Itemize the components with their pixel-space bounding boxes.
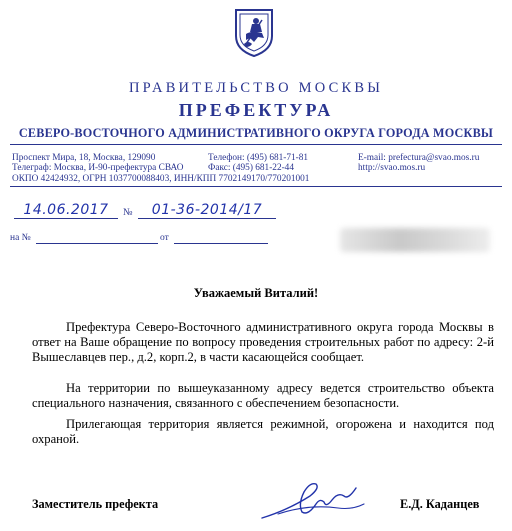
greeting: Уважаемый Виталий! bbox=[193, 286, 319, 300]
prefecture-title: ПРЕФЕКТУРА bbox=[178, 100, 334, 120]
reference-number-label: на № bbox=[10, 233, 31, 243]
signer-name: Е.Д. Каданцев bbox=[400, 497, 480, 511]
fax-text: Факс: (495) 681-22-44 bbox=[208, 163, 294, 173]
telegraph-text: Телеграф: Москва, И-90-префектура СВАО bbox=[12, 163, 184, 173]
reference-date-label: от bbox=[160, 233, 169, 243]
header-divider bbox=[10, 144, 502, 145]
body-paragraph: На территории по вышеуказанному адресу ведется строительство объекта специального назначения, связанного с обеспечением безопасности. bbox=[32, 381, 494, 410]
email-text: E-mail: prefectura@svao.mos.ru bbox=[358, 153, 480, 163]
redacted-recipient bbox=[340, 228, 490, 252]
signer-position: Заместитель префекта bbox=[32, 497, 159, 511]
letter-number: 01-36-2014/17 bbox=[138, 202, 276, 219]
address-text: Проспект Мира, 18, Москва, 129090 bbox=[12, 153, 156, 163]
government-title: ПРАВИТЕЛЬСТВО МОСКВЫ bbox=[128, 80, 384, 96]
registration-ids-text: ОКПО 42424932, ОГРН 1037700088403, ИНН/КПП 7702149170/770201001 bbox=[12, 174, 310, 184]
reference-date-line bbox=[174, 243, 268, 244]
letter-date: 14.06.2017 bbox=[14, 202, 118, 219]
body-paragraph: Прилегающая территория является режимной, огорожена и находится под охраной. bbox=[32, 417, 494, 446]
website-text: http://svao.mos.ru bbox=[358, 163, 426, 173]
phone-text: Телефон: (495) 681-71-81 bbox=[208, 153, 309, 163]
district-title: СЕВЕРО-ВОСТОЧНОГО АДМИНИСТРАТИВНОГО ОКРУГА ГОРОДА МОСКВЫ bbox=[18, 126, 494, 140]
contacts-divider bbox=[10, 186, 502, 187]
number-sign: № bbox=[123, 207, 133, 218]
moscow-coat-of-arms-icon bbox=[232, 6, 276, 58]
reference-number-line bbox=[36, 243, 158, 244]
body-paragraph: Префектура Северо-Восточного административного округа города Москвы в ответ на Ваше обращение по вопросу проведения строительных работ по адресу: 2-й Вышеславцев пер., д.2, корп.2, в части касающейся сообщает. bbox=[32, 320, 494, 364]
handwritten-signature bbox=[258, 474, 368, 526]
